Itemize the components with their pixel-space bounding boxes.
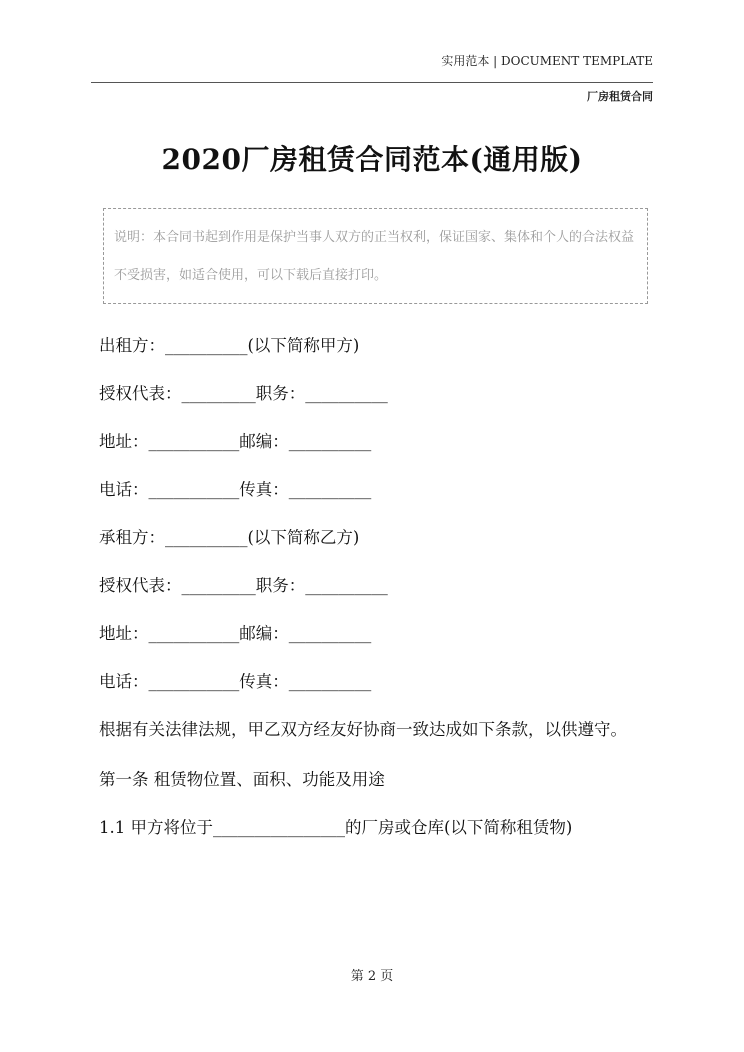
clause-1-1: 1.1 甲方将位于________________的厂房或仓库(以下简称租赁物) xyxy=(99,818,573,837)
agreement-paragraph: 根据有关法律法规，甲乙双方经友好协商一致达成如下条款，以供遵守。 xyxy=(99,720,627,739)
lessor-address-line: 地址：___________邮编：__________ xyxy=(99,432,372,451)
header-brand: 实用范本 | DOCUMENT TEMPLATE xyxy=(441,54,653,68)
header-divider xyxy=(91,82,653,83)
lessee-representative-line: 授权代表：_________职务：__________ xyxy=(99,576,388,595)
lessee-line: 承租方：__________(以下简称乙方) xyxy=(99,528,360,547)
lessor-line: 出租方：__________(以下简称甲方) xyxy=(99,336,360,355)
contract-body xyxy=(99,336,669,838)
lessor-representative-line: 授权代表：_________职务：__________ xyxy=(99,384,388,403)
document-name: 厂房租赁合同 xyxy=(587,90,653,103)
lessee-phone-line: 电话：___________传真：__________ xyxy=(99,672,372,691)
page-title: 2020厂房租赁合同范本(通用版) xyxy=(161,143,583,176)
lessor-phone-line: 电话：___________传真：__________ xyxy=(99,480,372,499)
page-number: 第 2 页 xyxy=(350,969,394,984)
lessee-address-line: 地址：___________邮编：__________ xyxy=(99,624,372,643)
notice-box: 说明：本合同书起到作用是保护当事人双方的正当权利，保证国家、集体和个人的合法权益不受损害，如适合使用，可以下载后直接打印。 xyxy=(103,208,648,304)
article-1-heading: 第一条 租赁物位置、面积、功能及用途 xyxy=(99,770,385,789)
